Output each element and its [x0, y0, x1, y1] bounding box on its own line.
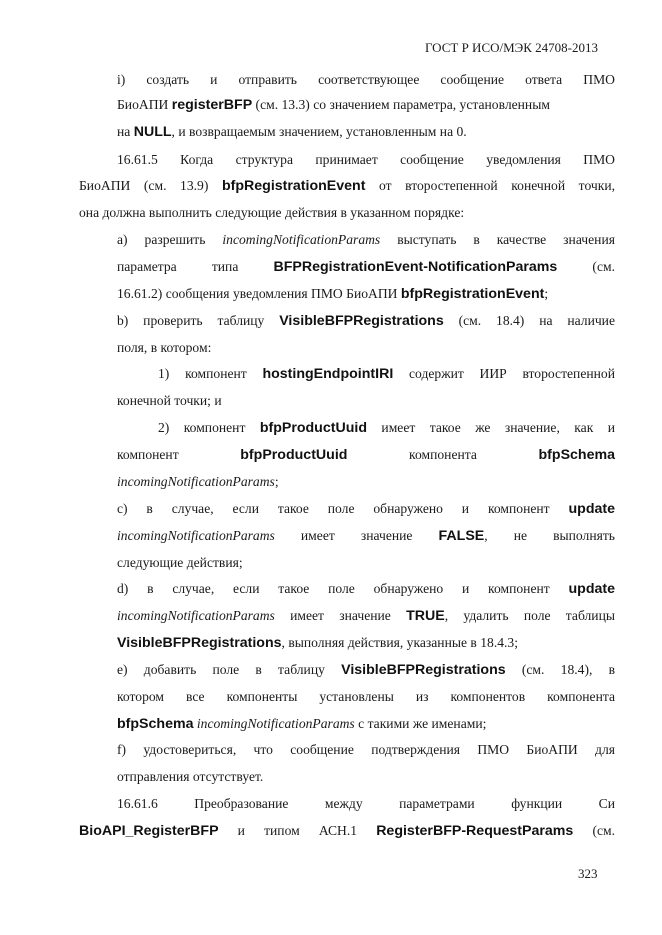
text-run: БиоАПИ (см. 13.9) [79, 178, 222, 193]
code-term: bfpSchema [538, 447, 615, 463]
italic-term: incomingNotificationParams [117, 528, 275, 543]
text-line [117, 635, 615, 651]
text-line [117, 313, 615, 329]
text-run: 16.61.2) сообщения уведомления ПМО БиоАПИ [117, 286, 401, 301]
text-line [158, 366, 615, 382]
text-run: параметра типа [117, 259, 274, 274]
text-run: 2) компонент [158, 420, 260, 435]
text-run: котором все компоненты установлены из компонентов компонента [117, 689, 615, 704]
text-line [117, 97, 615, 113]
code-term: bfpRegistrationEvent [221, 178, 366, 194]
text-run: , удалить поле таблицы [444, 608, 615, 623]
text-line [117, 447, 615, 463]
text-run: с такими же именами; [354, 716, 487, 731]
italic-term: incomingNotificationParams [117, 474, 275, 489]
text-line [79, 178, 615, 194]
text-run: c) в случае, если такое поле обнаружено и компонент [117, 501, 569, 516]
text-run: 1) компонент [158, 366, 263, 381]
code-term: bfpProductUuid [259, 420, 367, 436]
text-line [117, 340, 615, 356]
text-run: e) добавить поле в таблицу [117, 662, 342, 677]
text-run: (см. 13.3) со значением параметра, установленным [252, 97, 550, 112]
code-term: update [568, 581, 615, 597]
text-run: и типом АСН.1 [218, 823, 377, 838]
text-run: , и возвращаемым значением, установленным на 0. [171, 124, 467, 139]
text-line [117, 742, 615, 758]
text-run: i) [117, 72, 126, 87]
text-line [79, 205, 615, 221]
text-line [117, 474, 615, 490]
text-run: d) в случае, если такое поле обнаружено и компонент [117, 581, 569, 596]
text-run: (см. [557, 259, 615, 274]
text-line [117, 608, 615, 624]
text-line [117, 501, 615, 517]
text-run: создать и отправить соответствующее сообщение ответа ПМО [125, 72, 615, 87]
code-term: hostingEndpointIRI [262, 366, 394, 382]
text-line [117, 528, 615, 544]
text-line [117, 689, 615, 705]
code-term: FALSE [438, 528, 485, 544]
text-line [117, 152, 615, 168]
text-line [117, 72, 615, 88]
text-line [117, 716, 615, 732]
code-term: TRUE [406, 608, 445, 624]
text-run: содержит ИИР второстепенной [393, 366, 615, 381]
text-line [158, 420, 615, 436]
text-line [117, 259, 615, 275]
text-line [117, 555, 615, 571]
code-term: bfpSchema [117, 716, 194, 732]
text-run: ; [274, 474, 279, 489]
text-run: имеет такое же значение, как и [367, 420, 615, 435]
text-line [117, 286, 615, 302]
text-line [117, 232, 615, 248]
text-line [117, 796, 615, 812]
text-line [117, 124, 615, 140]
italic-term: incomingNotificationParams [117, 608, 275, 623]
text-run: выступать в качестве значения [380, 232, 615, 247]
text-run: на [117, 124, 134, 139]
text-run: b) проверить таблицу [117, 313, 280, 328]
code-term: BFPRegistrationEvent-NotificationParams [273, 259, 558, 275]
page-number: 323 [578, 866, 598, 881]
text-run: от второстепенной конечной точки, [365, 178, 615, 193]
italic-term: incomingNotificationParams [196, 716, 355, 731]
text-run: следующие действия; [117, 555, 243, 570]
code-term: RegisterBFP-RequestParams [376, 823, 574, 839]
code-term: NULL [133, 124, 172, 140]
text-run: поля, в котором: [117, 340, 212, 355]
text-line [79, 823, 615, 839]
text-run: компонента [347, 447, 539, 462]
text-run: , выполняя действия, указанные в 18.4.3; [281, 635, 518, 650]
code-term: bfpProductUuid [240, 447, 348, 463]
text-run: a) разрешить [117, 232, 223, 247]
text-run: ; [544, 286, 549, 301]
text-run: отправления отсутствует. [117, 769, 264, 784]
text-line [117, 581, 615, 597]
text-run: она должна выполнить следующие действия в указанном порядке: [79, 205, 465, 220]
text-run: имеет значение [274, 528, 439, 543]
code-term: VisibleBFPRegistrations [279, 313, 444, 329]
text-run: имеет значение [274, 608, 407, 623]
text-run: 16.61.5 Когда структура принимает сообщение уведомления ПМО [117, 152, 615, 167]
page-header: ГОСТ Р ИСО/МЭК 24708-2013 [424, 40, 598, 55]
text-run: компонент [117, 447, 241, 462]
code-term: VisibleBFPRegistrations [341, 662, 506, 678]
code-term: registerBFP [171, 97, 253, 113]
text-run: f) удостовериться, что сообщение подтверждения ПМО БиоАПИ для [117, 742, 615, 757]
text-run: конечной точки; и [117, 393, 222, 408]
code-term: VisibleBFPRegistrations [117, 635, 282, 651]
code-term: update [568, 501, 615, 517]
text-line [117, 393, 615, 409]
text-line [117, 769, 615, 785]
text-run: БиоАПИ [117, 97, 172, 112]
italic-term: incomingNotificationParams [222, 232, 381, 247]
text-run: (см. 18.4) на наличие [443, 313, 615, 328]
text-run: (см. 18.4), в [505, 662, 616, 677]
text-run: 16.61.6 Преобразование между параметрами функции Си [117, 796, 615, 811]
text-run: , не выполнять [484, 528, 616, 543]
text-line [117, 662, 615, 678]
code-term: BioAPI_RegisterBFP [79, 823, 219, 839]
code-term: bfpRegistrationEvent [400, 286, 545, 302]
text-run: (см. [573, 823, 616, 838]
